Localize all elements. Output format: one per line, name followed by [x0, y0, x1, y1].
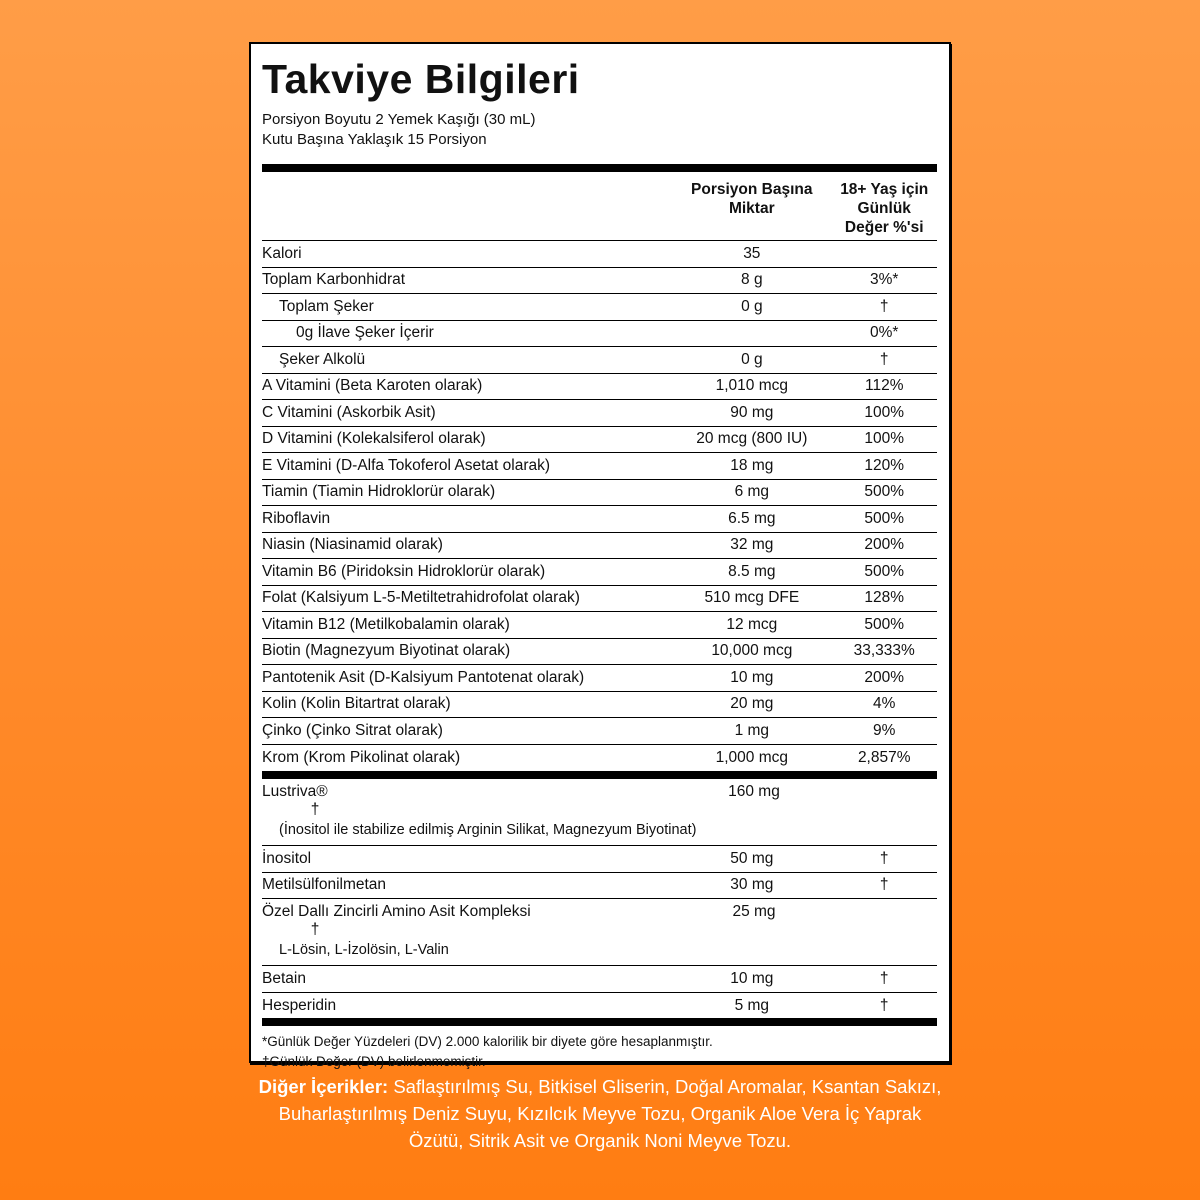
blend-name: Özel Dallı Zincirli Amino Asit Kompleksi	[262, 903, 531, 920]
nutrient-name: Toplam Karbonhidrat	[262, 271, 406, 289]
nutrient-amount: 10 mg	[730, 668, 774, 686]
blend-subtext: (İnositol ile stabilize edilmiş Arginin Silikat, Magnezyum Biyotinat)	[279, 822, 697, 838]
nutrient-name: Krom (Krom Pikolinat olarak)	[262, 748, 461, 766]
blend-name: İnositol	[262, 849, 312, 867]
nutrient-dv: 4%	[873, 695, 896, 713]
nutrient-amount: 32 mg	[730, 536, 774, 554]
servings-per-container: Kutu Başına Yaklaşık 15 Porsiyon	[262, 131, 487, 148]
amount-header: Porsiyon Başına Miktar	[691, 181, 813, 217]
other-ingredients	[250, 1073, 950, 1154]
nutrient-dv: 128%	[864, 589, 905, 607]
nutrient-dv: 500%	[864, 483, 905, 501]
nutrient-name: A Vitamini (Beta Karoten olarak)	[262, 377, 483, 395]
blend-table	[262, 779, 937, 1019]
blend-name: Hesperidin	[262, 996, 337, 1014]
blend-amount: 25 mg	[732, 903, 776, 920]
nutrient-dv: 0%*	[870, 324, 899, 342]
blend-row	[262, 993, 937, 1020]
thick-divider	[262, 771, 937, 779]
blend-amount: 5 mg	[734, 996, 770, 1014]
nutrient-dv: 500%	[864, 615, 905, 633]
nutrient-amount: 90 mg	[730, 403, 774, 421]
serving-size: Porsiyon Boyutu 2 Yemek Kaşığı (30 mL)	[262, 111, 536, 128]
blend-dv: †	[310, 921, 320, 938]
nutrient-name: E Vitamini (D-Alfa Tokoferol Asetat olarak)	[262, 456, 551, 474]
nutrient-name: C Vitamini (Askorbik Asit)	[262, 403, 436, 421]
blend-dv: †	[879, 996, 889, 1014]
blend-amount: 10 mg	[730, 969, 774, 987]
nutrient-name: Riboflavin	[262, 509, 331, 527]
nutrient-name: Biotin (Magnezyum Biyotinat olarak)	[262, 642, 511, 660]
nutrient-row	[262, 718, 937, 745]
footnote-dagger: †Günlük Değer (DV) belirlenmemiştir.	[262, 1054, 486, 1069]
nutrient-dv: 200%	[864, 536, 905, 554]
nutrient-name: 0g İlave Şeker İçerir	[296, 324, 434, 342]
blend-row	[262, 873, 937, 900]
nutrient-dv: 200%	[864, 668, 905, 686]
nutrient-amount: 18 mg	[730, 456, 774, 474]
blend-amount: 50 mg	[730, 849, 774, 867]
nutrient-dv: †	[879, 350, 889, 368]
nutrient-row	[262, 347, 937, 374]
nutrient-row	[262, 453, 937, 480]
thick-divider	[262, 1018, 937, 1026]
dv-header: 18+ Yaş için Günlük Değer %'si	[840, 181, 929, 236]
nutrient-amount: 1,010 mcg	[715, 377, 789, 395]
blend-row	[262, 966, 937, 993]
blend-name: Betain	[262, 969, 306, 987]
nutrient-dv: 2,857%	[857, 748, 911, 766]
panel-title: Takviye Bilgileri	[262, 56, 580, 102]
blend-dv: †	[879, 876, 889, 894]
other-ingredients-text: Saflaştırılmış Su, Bitkisel Gliserin, Doğal Aromalar, Ksantan Sakızı, Buharlaştırılmış Deniz Suyu, Kızılcık Meyve Tozu, Organik Aloe Vera İç Yaprak Özütü, Sitrik Asit ve Organik Noni Meyve Tozu.	[278, 1076, 942, 1151]
column-header	[262, 172, 937, 240]
nutrient-row	[262, 559, 937, 586]
nutrient-name: Tiamin (Tiamin Hidroklorür olarak)	[262, 483, 496, 501]
nutrient-row	[262, 268, 937, 295]
nutrient-amount: 8.5 mg	[728, 562, 776, 580]
nutrient-amount: 10,000 mcg	[711, 642, 793, 660]
blend-row	[262, 846, 937, 873]
nutrient-name: Çinko (Çinko Sitrat olarak)	[262, 721, 443, 739]
blend-subtext: L-Lösin, L-İzolösin, L-Valin	[279, 942, 449, 958]
nutrient-row	[262, 294, 937, 321]
nutrient-name: Niasin (Niasinamid olarak)	[262, 536, 443, 554]
nutrient-name: Toplam Şeker	[279, 297, 374, 315]
nutrient-name: Kalori	[262, 244, 302, 262]
nutrient-amount: 0 g	[741, 297, 763, 315]
nutrient-row	[262, 692, 937, 719]
other-ingredients-label: Diğer İçerikler:	[258, 1076, 389, 1097]
nutrient-dv: 120%	[864, 456, 905, 474]
nutrient-dv: †	[879, 297, 889, 315]
nutrient-name: Şeker Alkolü	[279, 350, 366, 368]
nutrient-row	[262, 612, 937, 639]
nutrient-name: Folat (Kalsiyum L-5-Metiltetrahidrofolat olarak)	[262, 589, 580, 607]
blend-row	[262, 779, 937, 846]
nutrient-amount: 20 mcg (800 IU)	[696, 430, 808, 448]
nutrient-row	[262, 400, 937, 427]
nutrient-row	[262, 480, 937, 507]
blend-amount: 160 mg	[728, 783, 780, 800]
footnote-dv: *Günlük Değer Yüzdeleri (DV) 2.000 kalorilik bir diyete göre hesaplanmıştır.	[262, 1034, 713, 1049]
blend-dv: †	[879, 849, 889, 867]
nutrient-name: Vitamin B6 (Piridoksin Hidroklorür olarak)	[262, 562, 546, 580]
nutrient-row	[262, 321, 937, 348]
nutrient-dv: 500%	[864, 562, 905, 580]
nutrient-row	[262, 665, 937, 692]
nutrient-row	[262, 533, 937, 560]
nutrient-amount: 35	[743, 244, 761, 262]
nutrient-name: Kolin (Kolin Bitartrat olarak)	[262, 695, 451, 713]
blend-name: Lustriva®	[262, 783, 328, 800]
nutrient-dv: 9%	[873, 721, 896, 739]
nutrient-dv: 100%	[864, 430, 905, 448]
thick-divider	[262, 164, 937, 172]
nutrient-dv: 33,333%	[853, 642, 915, 660]
nutrient-amount: 0 g	[741, 350, 763, 368]
nutrient-amount: 6 mg	[734, 483, 770, 501]
nutrient-row	[262, 586, 937, 613]
nutrient-row	[262, 241, 937, 268]
nutrient-dv: 500%	[864, 509, 905, 527]
footnotes	[262, 1032, 937, 1072]
nutrient-amount: 1,000 mcg	[715, 748, 789, 766]
nutrient-table	[262, 241, 937, 771]
nutrient-name: Vitamin B12 (Metilkobalamin olarak)	[262, 615, 510, 633]
nutrient-dv: 100%	[864, 403, 905, 421]
nutrient-name: D Vitamini (Kolekalsiferol olarak)	[262, 430, 486, 448]
nutrient-amount: 1 mg	[734, 721, 770, 739]
nutrient-dv: 112%	[864, 377, 904, 395]
nutrient-row	[262, 374, 937, 401]
blend-row	[262, 899, 937, 966]
nutrient-amount: 510 mcg DFE	[704, 589, 800, 607]
nutrient-row	[262, 745, 937, 772]
blend-dv: †	[879, 969, 889, 987]
nutrient-row	[262, 639, 937, 666]
nutrient-row	[262, 506, 937, 533]
nutrient-amount: 8 g	[741, 271, 763, 289]
nutrient-dv: 3%*	[870, 271, 899, 289]
supplement-facts-panel	[249, 42, 951, 1069]
blend-name: Metilsülfonilmetan	[262, 876, 387, 894]
nutrient-amount: 12 mcg	[726, 615, 778, 633]
nutrient-row	[262, 427, 937, 454]
blend-dv: †	[310, 801, 320, 818]
blend-amount: 30 mg	[730, 876, 774, 894]
nutrient-amount: 20 mg	[730, 695, 774, 713]
nutrient-name: Pantotenik Asit (D-Kalsiyum Pantotenat olarak)	[262, 668, 585, 686]
nutrient-amount: 6.5 mg	[728, 509, 776, 527]
